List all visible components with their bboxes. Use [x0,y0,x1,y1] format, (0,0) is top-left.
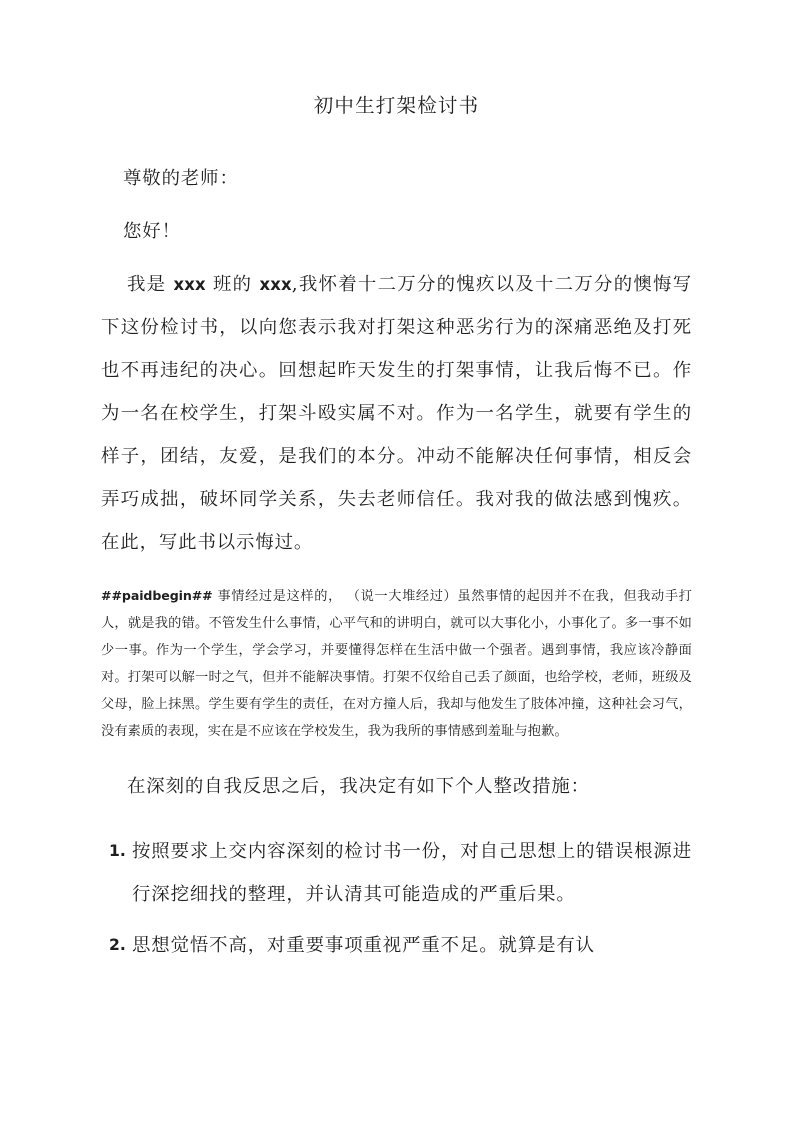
list-item-number: 2. [109,936,126,955]
measures-list [101,830,692,967]
list-item [101,924,692,967]
list-item-text: 按照要求上交内容深刻的检讨书一份，对自己思想上的错误根源进行深挖细找的整理，并认清其可能造成的严重后果。 [132,841,692,906]
paragraph-1-run-1: 我是 [127,274,174,296]
body-paragraph-small [101,582,692,745]
paragraph-1-run-5: ,我怀着十二万分的愧疚以及十二万分的懊悔写下这份检讨书，以向您表示我对打架这种恶劣行为的深痛恶绝及打死也不再违纪的决心。回想起昨天发生的打架事情，让我后悔不已。作为一名在校学生，打架斗殴实属不对。作为一名学生，就要有学生的样子，团结，友爱，是我们的本分。冲动不能解决任何事情，相反会弄巧成拙，破坏同学关系，失去老师信任。我对我的做法感到愧疚。在此，写此书以示悔过。 [101,274,693,554]
salutation-greeting: 您好！ [123,221,181,243]
list-item-number: 1. [109,842,126,861]
body-paragraph-1 [101,263,692,564]
page-title: 初中生打架检讨书 [313,94,480,117]
placeholder-class-name: xxx [173,275,206,295]
paid-begin-marker: ##paidbegin## [101,588,213,604]
placeholder-student-name: xxx [259,275,292,295]
salutation-addressee: 尊敬的老师： [123,168,239,190]
list-item-text: 思想觉悟不高，对重要事项重视严重不足。就算是有认 [132,935,595,957]
paragraph-small-text: 事情经过是这样的， （说一大堆经过）虽然事情的起因并不在我，但我动手打人，就是我的错。不管发生什么事情，心平气和的讲明白，就可以大事化小，小事化了。多一事不如少一事。作为一个学生，学会学习，并要懂得怎样在生活中做一个强者。遇到事情，我应该冷静面对。打架可以解一时之气，但并不能解决事情。打架不仅给自己丢了颜面，也给学校，老师，班级及父母，脸上抹黑。学生要有学生的责任，在对方撞人后，我却与他发生了肢体冲撞，这种社会习气，没有素质的表现，实在是不应该在学校发生，我为我所的事情感到羞耻与抱歉。 [101,589,692,740]
body-paragraph-transition: 在深刻的自我反思之后，我决定有如下个人整改措施： [127,776,590,798]
spacer [101,818,692,830]
list-item [101,830,692,916]
paragraph-1-run-3: 班的 [205,274,260,296]
